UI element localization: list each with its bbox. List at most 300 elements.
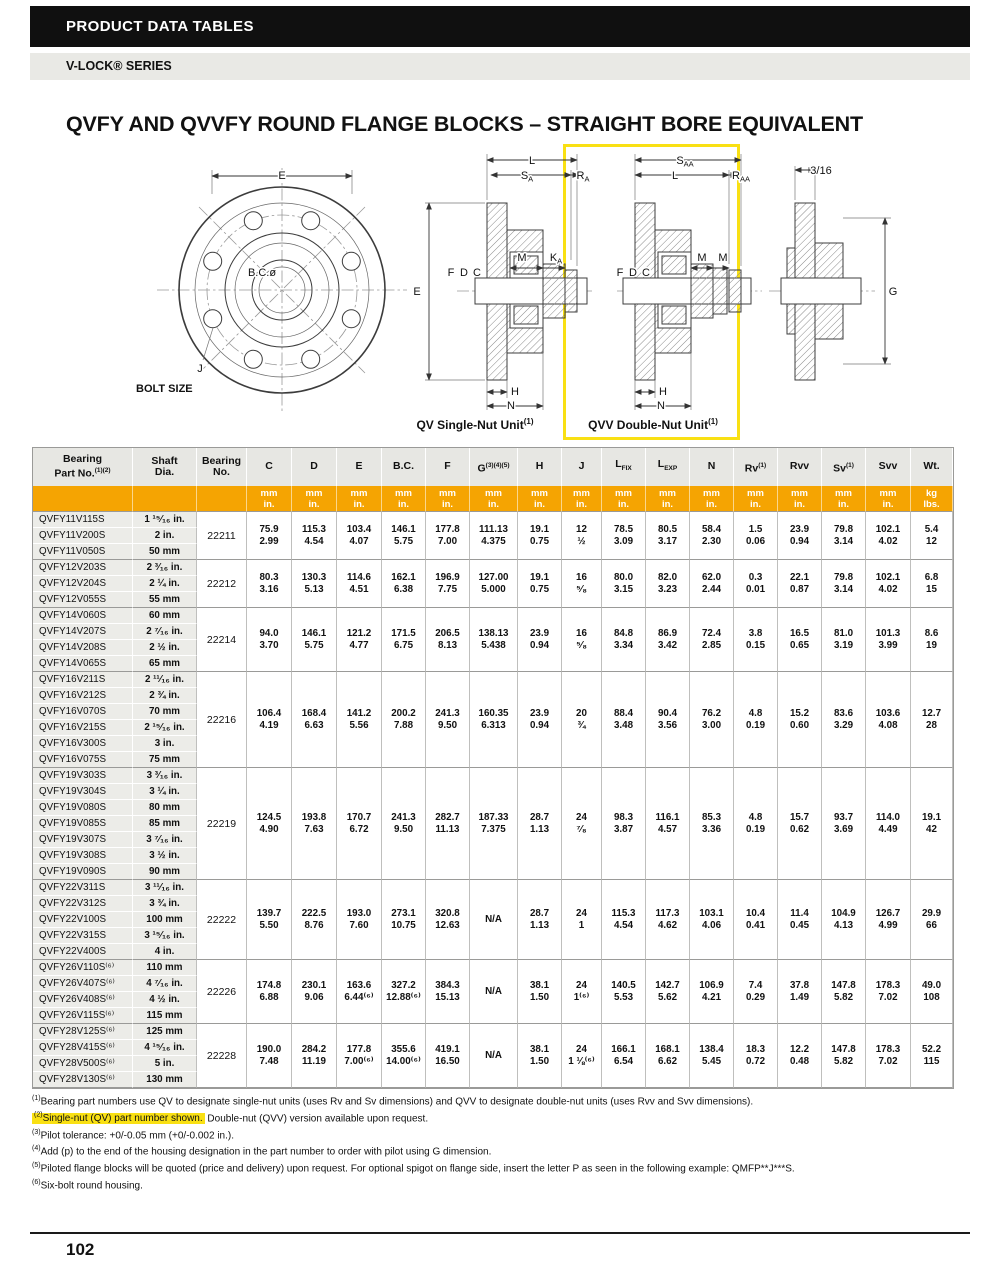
dim-sv-cell: 79.8 3.14 xyxy=(822,512,866,560)
part-number-cell: QVFY16V075S xyxy=(33,752,133,768)
shaft-dia-cell: 110 mm xyxy=(133,960,197,976)
dim-f-cell: 384.3 15.13 xyxy=(426,960,470,1024)
dim-svv-cell: 101.3 3.99 xyxy=(866,608,911,672)
dim-d-cell: 130.3 5.13 xyxy=(292,560,337,608)
part-number-cell: QVFY26V110S⁽⁶⁾ xyxy=(33,960,133,976)
col-header-bc: B.C. xyxy=(382,448,426,486)
part-number-cell: QVFY19V308S xyxy=(33,848,133,864)
dim-label-l2: L xyxy=(671,170,679,182)
dim-f-cell: 282.7 11.13 xyxy=(426,768,470,880)
unit-header-wt: kg lbs. xyxy=(911,486,953,512)
dim-f-cell: 177.8 7.00 xyxy=(426,512,470,560)
dim-label-e-front: E xyxy=(278,170,286,182)
dim-rvv-cell: 22.1 0.87 xyxy=(778,560,822,608)
dim-label-j: J xyxy=(197,363,203,375)
page-kicker: PRODUCT DATA TABLES xyxy=(66,18,254,35)
dim-h-cell: 19.1 0.75 xyxy=(518,560,562,608)
dim-bc-cell: 146.1 5.75 xyxy=(382,512,426,560)
footnote: $^{(4)}$Add (p) to the end of the housing designation in the part number to order with pilot using G dimension. xyxy=(32,1145,492,1158)
dim-f-cell: 320.8 12.63 xyxy=(426,880,470,960)
dim-label-n2: N xyxy=(657,400,665,412)
dim-label-d: D xyxy=(460,267,468,279)
unit-header-d: mm in. xyxy=(292,486,337,512)
dim-rvv-cell: 15.2 0.60 xyxy=(778,672,822,768)
dim-label-e-section: E xyxy=(413,286,421,298)
dim-bc-cell: 162.1 6.38 xyxy=(382,560,426,608)
dim-wt-cell: 5.4 12 xyxy=(911,512,953,560)
bearing-no-cell: 22228 xyxy=(197,1024,247,1088)
unit-header-g: mm in. xyxy=(470,486,518,512)
part-number-cell: QVFY16V212S xyxy=(33,688,133,704)
footnotes xyxy=(32,1092,968,1193)
part-number-cell: QVFY19V080S xyxy=(33,800,133,816)
dim-l-fix-cell: 140.5 5.53 xyxy=(602,960,646,1024)
dim-c-cell: 106.4 4.19 xyxy=(247,672,292,768)
shaft-dia-cell: 130 mm xyxy=(133,1072,197,1088)
shaft-dia-cell: 2 ¼ in. xyxy=(133,576,197,592)
dim-wt-cell: 19.1 42 xyxy=(911,768,953,880)
dim-h-cell: 28.7 1.13 xyxy=(518,880,562,960)
unit-header-rv: mm in. xyxy=(734,486,778,512)
dim-g-cell: N/A xyxy=(470,1024,518,1088)
unit-header-f: mm in. xyxy=(426,486,470,512)
bolt-size-label: BOLT SIZE xyxy=(136,383,193,395)
dim-wt-cell: 52.2 115 xyxy=(911,1024,953,1088)
dim-d-cell: 193.8 7.63 xyxy=(292,768,337,880)
dim-label-m1: M xyxy=(697,252,707,264)
dim-l-exp-cell: 80.5 3.17 xyxy=(646,512,690,560)
dim-label-saa: $S_{AA}$ xyxy=(676,155,694,169)
dim-d-cell: 230.1 9.06 xyxy=(292,960,337,1024)
part-number-cell: QVFY22V400S xyxy=(33,944,133,960)
col-header-sv: Sv$^{(1)}$ xyxy=(822,448,866,486)
dim-n-cell: 85.3 3.36 xyxy=(690,768,734,880)
dim-h-cell: 19.1 0.75 xyxy=(518,512,562,560)
part-number-cell: QVFY28V130S⁽⁶⁾ xyxy=(33,1072,133,1088)
col-header-rv: Rv$^{(1)}$ xyxy=(734,448,778,486)
dim-rv-cell: 0.3 0.01 xyxy=(734,560,778,608)
dim-l-exp-cell: 117.3 4.62 xyxy=(646,880,690,960)
shaft-dia-cell: 2 ⁷⁄₁₆ in. xyxy=(133,624,197,640)
dim-c-cell: 139.7 5.50 xyxy=(247,880,292,960)
product-data-table xyxy=(32,447,954,1089)
col-header-wt: Wt. xyxy=(911,448,953,486)
col-header-c: C xyxy=(247,448,292,486)
dim-rv-cell: 10.4 0.41 xyxy=(734,880,778,960)
dim-f-cell: 419.1 16.50 xyxy=(426,1024,470,1088)
pilot-detail-diagram xyxy=(769,165,897,380)
dim-label-h: H xyxy=(511,386,519,398)
part-number-cell: QVFY19V307S xyxy=(33,832,133,848)
part-number-cell: QVFY16V070S xyxy=(33,704,133,720)
table-row xyxy=(33,1024,953,1040)
part-number-cell: QVFY26V115S⁽⁶⁾ xyxy=(33,1008,133,1024)
unit-header-bc: mm in. xyxy=(382,486,426,512)
unit-header-n: mm in. xyxy=(690,486,734,512)
shaft-dia-cell: 85 mm xyxy=(133,816,197,832)
dim-label-pilot: 3/16 xyxy=(810,165,832,177)
unit-header-e: mm in. xyxy=(337,486,382,512)
shaft-dia-cell: 2 in. xyxy=(133,528,197,544)
shaft-dia-cell: 4 ¹⁵⁄₁₆ in. xyxy=(133,1040,197,1056)
dim-bc-cell: 171.5 6.75 xyxy=(382,608,426,672)
dim-wt-cell: 12.7 28 xyxy=(911,672,953,768)
dim-svv-cell: 102.1 4.02 xyxy=(866,512,911,560)
col-header-part: Bearing Part No.$^{(1)(2)}$ xyxy=(33,448,133,486)
part-number-cell: QVFY12V055S xyxy=(33,592,133,608)
dim-j-cell: 24 1⁽⁶⁾ xyxy=(562,960,602,1024)
dim-h-cell: 38.1 1.50 xyxy=(518,1024,562,1088)
bearing-no-cell: 22226 xyxy=(197,960,247,1024)
dim-bc-cell: 355.6 14.00⁽⁶⁾ xyxy=(382,1024,426,1088)
dim-e-cell: 177.8 7.00⁽⁶⁾ xyxy=(337,1024,382,1088)
part-number-cell: QVFY16V215S xyxy=(33,720,133,736)
col-header-d: D xyxy=(292,448,337,486)
technical-diagrams xyxy=(32,148,968,440)
shaft-dia-cell: 70 mm xyxy=(133,704,197,720)
dim-j-cell: 16 ⁵⁄₈ xyxy=(562,608,602,672)
shaft-dia-cell: 2 ³⁄₁₆ in. xyxy=(133,560,197,576)
table-row xyxy=(33,608,953,624)
bearing-no-cell: 22214 xyxy=(197,608,247,672)
bearing-no-cell: 22222 xyxy=(197,880,247,960)
shaft-dia-cell: 65 mm xyxy=(133,656,197,672)
dim-rv-cell: 4.8 0.19 xyxy=(734,672,778,768)
dim-e-cell: 163.6 6.44⁽⁶⁾ xyxy=(337,960,382,1024)
dim-d-cell: 222.5 8.76 xyxy=(292,880,337,960)
part-number-cell: QVFY19V090S xyxy=(33,864,133,880)
bearing-no-cell: 22212 xyxy=(197,560,247,608)
dim-svv-cell: 178.3 7.02 xyxy=(866,960,911,1024)
dim-h-cell: 28.7 1.13 xyxy=(518,768,562,880)
dim-l-exp-cell: 86.9 3.42 xyxy=(646,608,690,672)
table-row xyxy=(33,768,953,784)
dim-sv-cell: 79.8 3.14 xyxy=(822,560,866,608)
dim-c-cell: 75.9 2.99 xyxy=(247,512,292,560)
dim-svv-cell: 126.7 4.99 xyxy=(866,880,911,960)
dim-h-cell: 23.9 0.94 xyxy=(518,672,562,768)
dim-sv-cell: 83.6 3.29 xyxy=(822,672,866,768)
shaft-dia-cell: 1 ¹⁵⁄₁₆ in. xyxy=(133,512,197,528)
series-label: V-LOCK® SERIES xyxy=(66,59,172,73)
dim-j-cell: 16 ⁵⁄₈ xyxy=(562,560,602,608)
shaft-dia-cell: 3 ⁷⁄₁₆ in. xyxy=(133,832,197,848)
dim-sv-cell: 147.8 5.82 xyxy=(822,1024,866,1088)
dim-c-cell: 94.0 3.70 xyxy=(247,608,292,672)
dim-label-m2: M xyxy=(718,252,728,264)
qvv-section-diagram xyxy=(617,154,762,412)
qvv-caption: QVV Double-Nut Unit$^{(1)}$ xyxy=(588,417,718,432)
dim-label-c2: C xyxy=(642,267,650,279)
unit-header-bearing-no xyxy=(197,486,247,512)
dim-j-cell: 24 1 xyxy=(562,880,602,960)
unit-header-c: mm in. xyxy=(247,486,292,512)
table-row xyxy=(33,960,953,976)
dim-sv-cell: 147.8 5.82 xyxy=(822,960,866,1024)
dim-d-cell: 284.2 11.19 xyxy=(292,1024,337,1088)
series-bar xyxy=(30,53,970,80)
shaft-dia-cell: 100 mm xyxy=(133,912,197,928)
part-number-cell: QVFY19V304S xyxy=(33,784,133,800)
table-row xyxy=(33,560,953,576)
dim-svv-cell: 178.3 7.02 xyxy=(866,1024,911,1088)
part-number-cell: QVFY26V408S⁽⁶⁾ xyxy=(33,992,133,1008)
shaft-dia-cell: 80 mm xyxy=(133,800,197,816)
dim-wt-cell: 8.6 19 xyxy=(911,608,953,672)
dim-c-cell: 80.3 3.16 xyxy=(247,560,292,608)
dim-n-cell: 106.9 4.21 xyxy=(690,960,734,1024)
dim-svv-cell: 102.1 4.02 xyxy=(866,560,911,608)
part-number-cell: QVFY19V085S xyxy=(33,816,133,832)
shaft-dia-cell: 3 ¾ in. xyxy=(133,896,197,912)
dim-e-cell: 103.4 4.07 xyxy=(337,512,382,560)
dim-j-cell: 24 1 ⅛⁽⁶⁾ xyxy=(562,1024,602,1088)
bearing-no-cell: 22219 xyxy=(197,768,247,880)
dim-g-cell: 187.33 7.375 xyxy=(470,768,518,880)
dim-n-cell: 72.4 2.85 xyxy=(690,608,734,672)
dim-label-d2: D xyxy=(629,267,637,279)
dim-c-cell: 190.0 7.48 xyxy=(247,1024,292,1088)
col-header-g: $G^{(3)(4)(5)}$ xyxy=(470,448,518,486)
dim-d-cell: 146.1 5.75 xyxy=(292,608,337,672)
shaft-dia-cell: 3 ¼ in. xyxy=(133,784,197,800)
col-header-j: J xyxy=(562,448,602,486)
dim-l-fix-cell: 78.5 3.09 xyxy=(602,512,646,560)
shaft-dia-cell: 115 mm xyxy=(133,1008,197,1024)
dim-e-cell: 141.2 5.56 xyxy=(337,672,382,768)
dim-g-cell: 111.13 4.375 xyxy=(470,512,518,560)
dim-wt-cell: 6.8 15 xyxy=(911,560,953,608)
dim-l-fix-cell: 84.8 3.34 xyxy=(602,608,646,672)
part-number-cell: QVFY12V204S xyxy=(33,576,133,592)
col-header-l-exp: $L_{EXP}$ xyxy=(646,448,690,486)
dim-bc-cell: 327.2 12.88⁽⁶⁾ xyxy=(382,960,426,1024)
dim-n-cell: 62.0 2.44 xyxy=(690,560,734,608)
part-number-cell: QVFY26V407S⁽⁶⁾ xyxy=(33,976,133,992)
footnote: $^{(3)}$Pilot tolerance: +0/-0.05 mm (+0/-0.002 in.). xyxy=(32,1128,234,1141)
part-number-cell: QVFY11V115S xyxy=(33,512,133,528)
qv-section-diagram xyxy=(413,154,592,412)
part-number-cell: QVFY14V207S xyxy=(33,624,133,640)
shaft-dia-cell: 4 ½ in. xyxy=(133,992,197,1008)
dim-f-cell: 206.5 8.13 xyxy=(426,608,470,672)
unit-header-sv: mm in. xyxy=(822,486,866,512)
dim-e-cell: 170.7 6.72 xyxy=(337,768,382,880)
dim-l-fix-cell: 166.1 6.54 xyxy=(602,1024,646,1088)
dim-d-cell: 168.4 6.63 xyxy=(292,672,337,768)
shaft-dia-cell: 3 ¹¹⁄₁₆ in. xyxy=(133,880,197,896)
dim-label-ka: $K_A$ xyxy=(549,252,563,266)
part-number-cell: QVFY16V300S xyxy=(33,736,133,752)
dim-g-cell: 127.00 5.000 xyxy=(470,560,518,608)
table-row xyxy=(33,880,953,896)
dim-bc-cell: 241.3 9.50 xyxy=(382,768,426,880)
dim-e-cell: 121.2 4.77 xyxy=(337,608,382,672)
unit-header-shaft xyxy=(133,486,197,512)
dim-label-m: M xyxy=(517,252,527,264)
dim-sv-cell: 93.7 3.69 xyxy=(822,768,866,880)
dim-j-cell: 20 ¾ xyxy=(562,672,602,768)
col-header-e: E xyxy=(337,448,382,486)
dim-label-ra: $R_A$ xyxy=(576,170,590,184)
part-number-cell: QVFY11V050S xyxy=(33,544,133,560)
dim-rvv-cell: 11.4 0.45 xyxy=(778,880,822,960)
col-header-f: F xyxy=(426,448,470,486)
unit-header-l-exp: mm in. xyxy=(646,486,690,512)
part-number-cell: QVFY12V203S xyxy=(33,560,133,576)
dim-n-cell: 138.4 5.45 xyxy=(690,1024,734,1088)
dim-c-cell: 174.8 6.88 xyxy=(247,960,292,1024)
col-header-n: N xyxy=(690,448,734,486)
part-number-cell: QVFY14V065S xyxy=(33,656,133,672)
bearing-no-cell: 22216 xyxy=(197,672,247,768)
dim-j-cell: 24 ⁷⁄₈ xyxy=(562,768,602,880)
dim-n-cell: 76.2 3.00 xyxy=(690,672,734,768)
dim-f-cell: 241.3 9.50 xyxy=(426,672,470,768)
dim-rvv-cell: 12.2 0.48 xyxy=(778,1024,822,1088)
col-header-shaft: Shaft Dia. xyxy=(133,448,197,486)
dim-label-raa: $R_{AA}$ xyxy=(732,170,750,184)
dim-label-g: G xyxy=(888,286,898,298)
page-kicker-bar xyxy=(30,6,970,47)
part-number-cell: QVFY22V315S xyxy=(33,928,133,944)
dim-rv-cell: 7.4 0.29 xyxy=(734,960,778,1024)
bearing-no-cell: 22211 xyxy=(197,512,247,560)
dim-e-cell: 193.0 7.60 xyxy=(337,880,382,960)
unit-header-j: mm in. xyxy=(562,486,602,512)
col-header-rvv: Rvv xyxy=(778,448,822,486)
dim-d-cell: 115.3 4.54 xyxy=(292,512,337,560)
dim-l-exp-cell: 90.4 3.56 xyxy=(646,672,690,768)
dim-rvv-cell: 37.8 1.49 xyxy=(778,960,822,1024)
dim-label-l: L xyxy=(528,155,536,167)
shaft-dia-cell: 55 mm xyxy=(133,592,197,608)
dim-h-cell: 23.9 0.94 xyxy=(518,608,562,672)
shaft-dia-cell: 3 ½ in. xyxy=(133,848,197,864)
table-row xyxy=(33,672,953,688)
page-title: QVFY AND QVVFY ROUND FLANGE BLOCKS – STRAIGHT BORE EQUIVALENT xyxy=(66,112,863,136)
shaft-dia-cell: 4 ⁷⁄₁₆ in. xyxy=(133,976,197,992)
dim-j-cell: 12 ½ xyxy=(562,512,602,560)
part-number-cell: QVFY28V125S⁽⁶⁾ xyxy=(33,1024,133,1040)
dim-label-n: N xyxy=(507,400,515,412)
dim-rv-cell: 18.3 0.72 xyxy=(734,1024,778,1088)
page-number: 102 xyxy=(66,1240,95,1259)
dim-l-exp-cell: 142.7 5.62 xyxy=(646,960,690,1024)
dim-sv-cell: 104.9 4.13 xyxy=(822,880,866,960)
dim-l-exp-cell: 82.0 3.23 xyxy=(646,560,690,608)
footnote: $^{(6)}$Six-bolt round housing. xyxy=(32,1179,143,1192)
shaft-dia-cell: 2 ½ in. xyxy=(133,640,197,656)
dim-label-f2: F xyxy=(616,267,624,279)
dim-wt-cell: 29.9 66 xyxy=(911,880,953,960)
dim-l-exp-cell: 168.1 6.62 xyxy=(646,1024,690,1088)
shaft-dia-cell: 5 in. xyxy=(133,1056,197,1072)
table-row xyxy=(33,512,953,528)
part-number-cell: QVFY19V303S xyxy=(33,768,133,784)
dim-g-cell: N/A xyxy=(470,880,518,960)
dim-rv-cell: 1.5 0.06 xyxy=(734,512,778,560)
dim-l-exp-cell: 116.1 4.57 xyxy=(646,768,690,880)
dim-label-f: F xyxy=(447,267,455,279)
footnote: $^{(2)}$Single-nut (QV) part number shown. Double-nut (QVV) version available upon request. xyxy=(34,1111,429,1125)
dim-g-cell: 160.35 6.313 xyxy=(470,672,518,768)
dim-e-cell: 114.6 4.51 xyxy=(337,560,382,608)
unit-header-svv: mm in. xyxy=(866,486,911,512)
dim-l-fix-cell: 80.0 3.15 xyxy=(602,560,646,608)
shaft-dia-cell: 3 ³⁄₁₆ in. xyxy=(133,768,197,784)
dim-rvv-cell: 16.5 0.65 xyxy=(778,608,822,672)
dim-g-cell: N/A xyxy=(470,960,518,1024)
dim-g-cell: 138.13 5.438 xyxy=(470,608,518,672)
shaft-dia-cell: 2 ¾ in. xyxy=(133,688,197,704)
part-number-cell: QVFY22V312S xyxy=(33,896,133,912)
footnote: $^{(1)}$Bearing part numbers use QV to designate single-nut units (uses Rv and Sv dimensions) and QVV to designate double-nut units (uses Rvv and Svv dimensions). xyxy=(32,1095,754,1108)
shaft-dia-cell: 50 mm xyxy=(133,544,197,560)
dim-wt-cell: 49.0 108 xyxy=(911,960,953,1024)
shaft-dia-cell: 3 in. xyxy=(133,736,197,752)
col-header-svv: Svv xyxy=(866,448,911,486)
dim-l-fix-cell: 115.3 4.54 xyxy=(602,880,646,960)
part-number-cell: QVFY22V100S xyxy=(33,912,133,928)
dim-f-cell: 196.9 7.75 xyxy=(426,560,470,608)
front-view-diagram xyxy=(136,168,407,412)
shaft-dia-cell: 3 ¹⁵⁄₁₆ in. xyxy=(133,928,197,944)
unit-header-part xyxy=(33,486,133,512)
shaft-dia-cell: 4 in. xyxy=(133,944,197,960)
dim-c-cell: 124.5 4.90 xyxy=(247,768,292,880)
dim-l-fix-cell: 88.4 3.48 xyxy=(602,672,646,768)
part-number-cell: QVFY16V211S xyxy=(33,672,133,688)
shaft-dia-cell: 90 mm xyxy=(133,864,197,880)
shaft-dia-cell: 2 ¹⁵⁄₁₆ in. xyxy=(133,720,197,736)
shaft-dia-cell: 125 mm xyxy=(133,1024,197,1040)
dim-rv-cell: 3.8 0.15 xyxy=(734,608,778,672)
shaft-dia-cell: 75 mm xyxy=(133,752,197,768)
col-header-bearing-no: Bearing No. xyxy=(197,448,247,486)
dim-l-fix-cell: 98.3 3.87 xyxy=(602,768,646,880)
unit-header-h: mm in. xyxy=(518,486,562,512)
col-header-l-fix: $L_{FIX}$ xyxy=(602,448,646,486)
dim-h-cell: 38.1 1.50 xyxy=(518,960,562,1024)
dim-n-cell: 103.1 4.06 xyxy=(690,880,734,960)
shaft-dia-cell: 60 mm xyxy=(133,608,197,624)
diagram-area xyxy=(32,148,968,440)
col-header-h: H xyxy=(518,448,562,486)
part-number-cell: QVFY28V415S⁽⁶⁾ xyxy=(33,1040,133,1056)
dim-bc-cell: 200.2 7.88 xyxy=(382,672,426,768)
dim-label-c: C xyxy=(473,267,481,279)
part-number-cell: QVFY14V060S xyxy=(33,608,133,624)
footnote: $^{(5)}$Piloted flange blocks will be quoted (price and delivery) upon request. For optional spigot on flange side, insert the letter P as seen in the following example: QMFP**J***S. xyxy=(32,1162,795,1175)
dim-rv-cell: 4.8 0.19 xyxy=(734,768,778,880)
dim-svv-cell: 103.6 4.08 xyxy=(866,672,911,768)
unit-header-rvv: mm in. xyxy=(778,486,822,512)
dim-label-sa: $S_A$ xyxy=(520,170,534,184)
footer-rule xyxy=(30,1232,970,1234)
dim-rvv-cell: 15.7 0.62 xyxy=(778,768,822,880)
dim-bc-cell: 273.1 10.75 xyxy=(382,880,426,960)
part-number-cell: QVFY11V200S xyxy=(33,528,133,544)
dim-n-cell: 58.4 2.30 xyxy=(690,512,734,560)
part-number-cell: QVFY14V208S xyxy=(33,640,133,656)
shaft-dia-cell: 2 ¹¹⁄₁₆ in. xyxy=(133,672,197,688)
dim-rvv-cell: 23.9 0.94 xyxy=(778,512,822,560)
dim-label-bolt-circle: B.C.ø xyxy=(247,267,277,279)
qv-caption: QV Single-Nut Unit$^{(1)}$ xyxy=(416,417,534,432)
dim-svv-cell: 114.0 4.49 xyxy=(866,768,911,880)
dim-sv-cell: 81.0 3.19 xyxy=(822,608,866,672)
